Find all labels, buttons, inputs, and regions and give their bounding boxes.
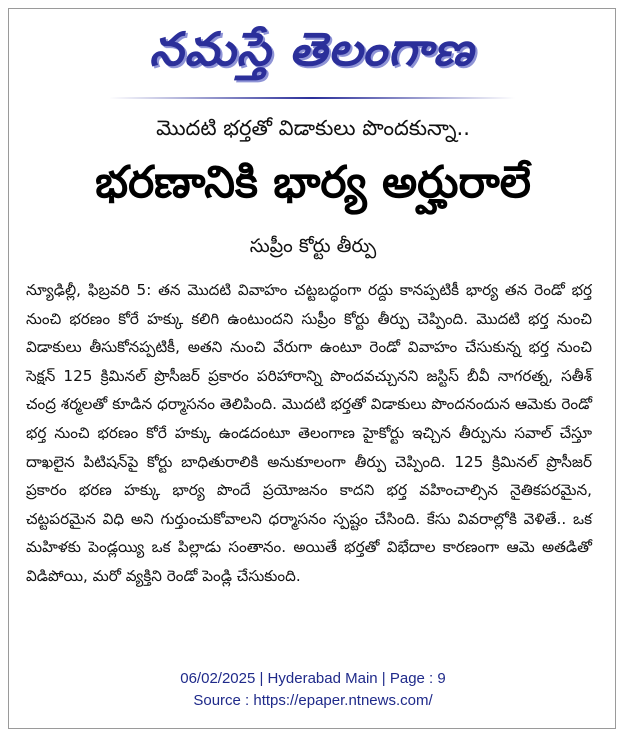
newspaper-logo: నమస్తే తెలంగాణ — [149, 22, 475, 76]
article-subhead: సుప్రీం కోర్టు తీర్పు — [249, 235, 377, 257]
masthead — [9, 13, 615, 105]
source-link[interactable]: Source : https://epaper.ntnews.com/ — [193, 692, 433, 709]
masthead-divider — [109, 97, 515, 99]
article-headline: భరణానికి భార్య అర్హురాలే — [95, 157, 531, 208]
clipping-footer — [0, 668, 626, 712]
article-body: న్యూఢిల్లీ, ఫిబ్రవరి 5: తన మొదటి వివాహం చట్టబద్ధంగా రద్దు కానప్పటికీ భార్య తన రెండో భర్త నుంచి భరణం కోరే హక్కు కలిగి ఉంటుందని సుప్రీం కోర్టు తీర్పు చెప్పింది. మొదటి భర్త నుంచి విడాకులు తీసుకోనప్పటికీ, అతని నుంచి వేరుగా ఉంటూ రెండో వివాహం చేసుకున్న భర్త నుంచి సెక్షన్ 125 క్రిమినల్ ప్రొసీజర్ ప్రకారం పరిహారాన్ని పొందవచ్చునని జస్టిస్ బీవీ నాగరత్న, సతీశ్ చంద్ర శర్మలతో కూడిన ధర్మాసనం తెలిపింది. మొదటి భర్తతో విడాకులు పొందనందున ఆమెకు రెండో భర్త నుంచి భరణం కోరే హక్కు ఉండదంటూ తెలంగాణ హైకోర్టు ఇచ్చిన తీర్పును సవాల్ చేస్తూ దాఖలైన పిటిషన్‌పై కోర్టు బాధితురాలికి అనుకూలంగా తీర్పు చెప్పింది. 125 క్రిమినల్ ప్రొసీజర్ ప్రకారం భరణ హక్కు భార్య పొందే ప్రయోజనం కాదని భర్త వహించాల్సిన నైతికపరమైన, చట్టపరమైన విధి అని గుర్తుంచుకోవాలని ధర్మాసనం స్పష్టం చేసింది. కేసు వివరాల్లోకి వెళితే.. ఒక మహిళకు పెండ్లయ్యి ఒక పిల్లాడు సంతానం. అయితే భర్తతో విభేదాల కారణంగా ఆమె అతడితో విడిపోయి, మరో వ్యక్తిని రెండో పెండ్లి చేసుకుంది. — [26, 281, 592, 585]
article-kicker: మొదటి భర్తతో విడాకులు పొందకున్నా.. — [156, 116, 470, 140]
edition-meta: 06/02/2025 | Hyderabad Main | Page : 9 — [180, 670, 446, 687]
